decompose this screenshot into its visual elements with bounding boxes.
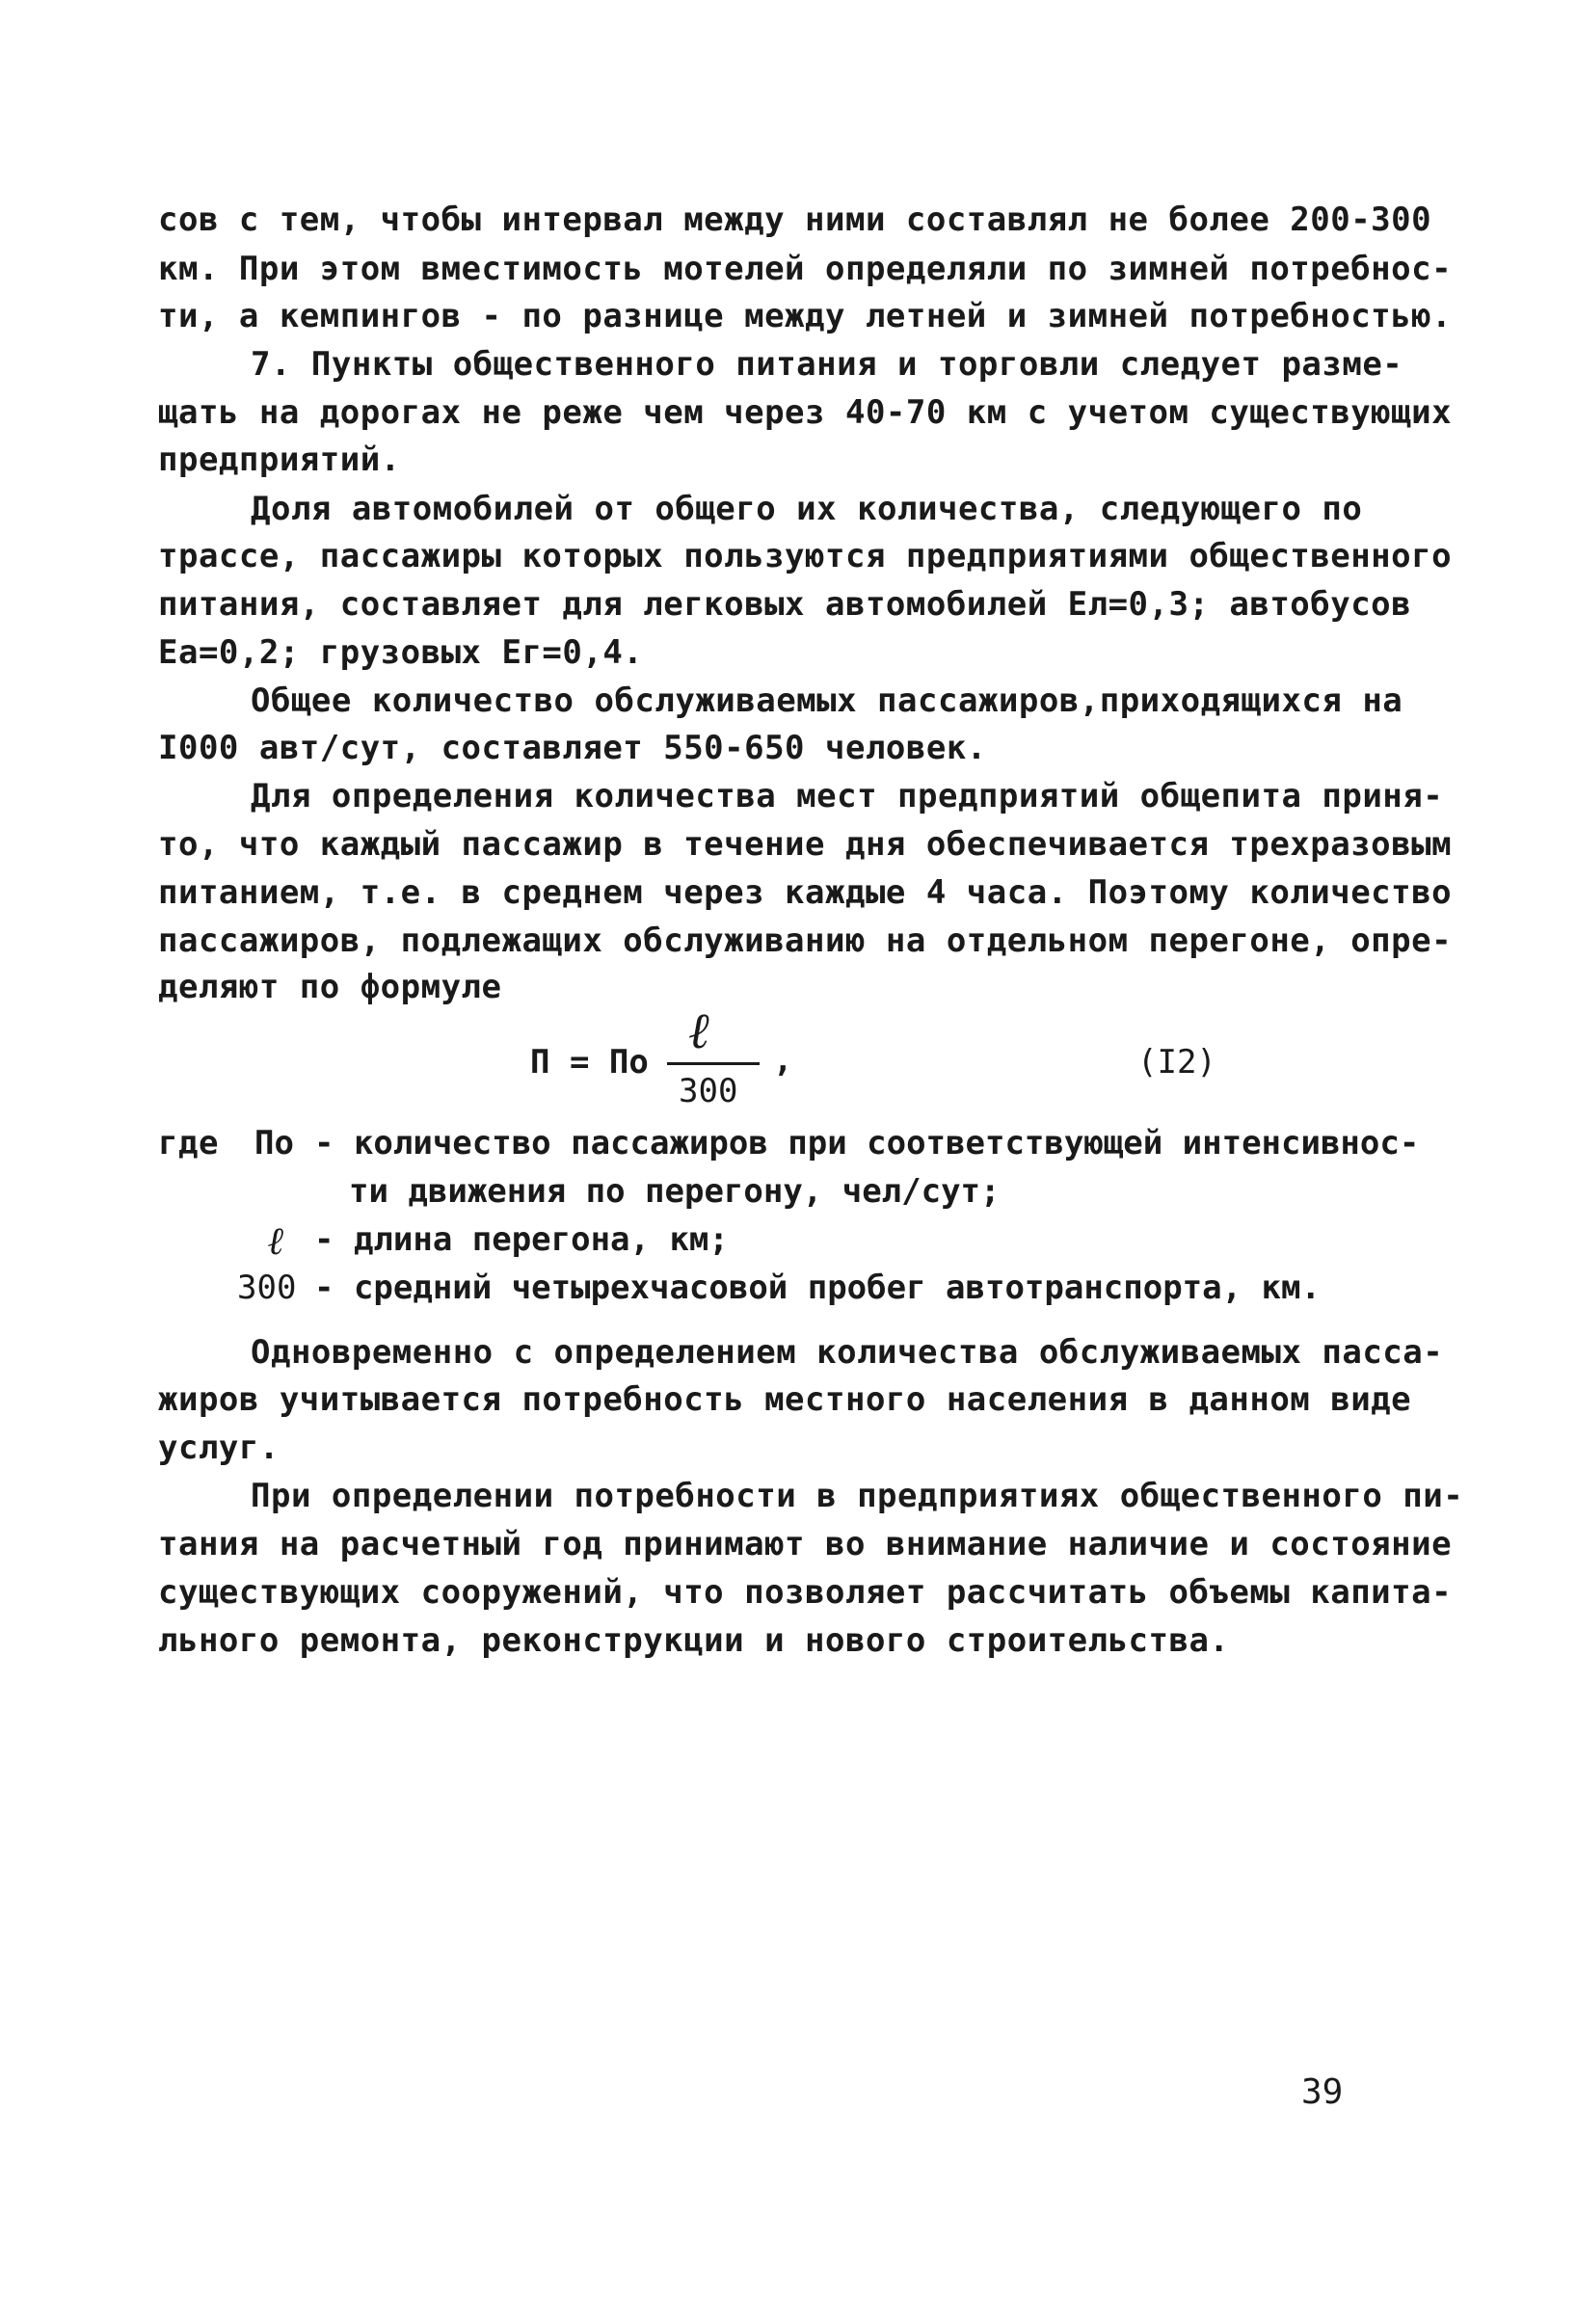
- definition-symbol: ℓ: [268, 1218, 285, 1264]
- text-line: питания, составляет для легковых автомобилей Ел=0,3; автобусов: [158, 585, 1412, 624]
- text-line: Одновременно с определением количества обслуживаемых пасса-: [251, 1333, 1444, 1372]
- definitions-where-label: где: [158, 1124, 219, 1162]
- page-number: 39: [1301, 2072, 1344, 2112]
- definition-symbol: По: [254, 1124, 294, 1162]
- formula-numerator: ℓ: [688, 1002, 709, 1060]
- text-line: пассажиров, подлежащих обслуживанию на отдельном перегоне, опре-: [158, 922, 1453, 960]
- text-line: сов с тем, чтобы интервал между ними составлял не более 200-300: [158, 200, 1432, 239]
- text-line: При определении потребности в предприятиях общественного пи-: [251, 1477, 1464, 1515]
- definition-text: - средний четырехчасовой пробег автотранспорта, км.: [314, 1269, 1321, 1307]
- formula-number: (I2): [1137, 1043, 1216, 1082]
- fraction-bar: [667, 1062, 760, 1065]
- definition-text: - длина перегона, км;: [314, 1220, 729, 1259]
- text-line: км. При этом вместимость мотелей определяли по зимней потребнос-: [158, 250, 1453, 288]
- text-line: Для определения количества мест предприятий общепита приня-: [251, 777, 1444, 815]
- definition-text: - количество пассажиров при соответствующей интенсивнос-: [314, 1124, 1420, 1162]
- formula-fraction: [667, 1002, 763, 1118]
- text-line: I000 авт/сут, составляет 550-650 человек.: [158, 729, 987, 767]
- text-line: жиров учитывается потребность местного населения в данном виде: [158, 1380, 1412, 1419]
- text-line: Общее количество обслуживаемых пассажиров,приходящихся на: [251, 681, 1403, 720]
- text-line: ти, а кемпингов - по разнице между летней и зимней потребностью.: [158, 297, 1453, 335]
- text-line: льного ремонта, реконструкции и нового строительства.: [158, 1621, 1230, 1660]
- formula-denominator: 300: [679, 1072, 738, 1110]
- text-line: то, что каждый пассажир в течение дня обеспечивается трехразовым: [158, 825, 1453, 864]
- text-line: 7. Пункты общественного питания и торговли следует разме-: [251, 345, 1403, 384]
- text-line: Доля автомобилей от общего их количества, следующего по: [251, 490, 1363, 528]
- text-line: трассе, пассажиры которых пользуются предприятиями общественного: [158, 537, 1453, 575]
- definition-text-continuation: ти движения по перегону, чел/сут;: [349, 1172, 1001, 1211]
- text-line: деляют по формуле: [158, 968, 502, 1006]
- text-line: питанием, т.е. в среднем через каждые 4 часа. Поэтому количество: [158, 873, 1453, 912]
- text-line: щать на дорогах не реже чем через 40-70 км с учетом существующих: [158, 393, 1453, 432]
- text-line: услуг.: [158, 1429, 280, 1467]
- text-line: предприятий.: [158, 441, 401, 479]
- formula-comma: ,: [773, 1041, 793, 1080]
- text-line: Еа=0,2; грузовых Ег=0,4.: [158, 633, 644, 672]
- formula-lhs: П = По: [530, 1043, 649, 1082]
- formula-12: [530, 1002, 1216, 1118]
- definition-symbol: 300: [237, 1269, 297, 1307]
- text-line: существующих сооружений, что позволяет рассчитать объемы капита-: [158, 1573, 1453, 1612]
- text-line: тания на расчетный год принимают во внимание наличие и состояние: [158, 1525, 1453, 1563]
